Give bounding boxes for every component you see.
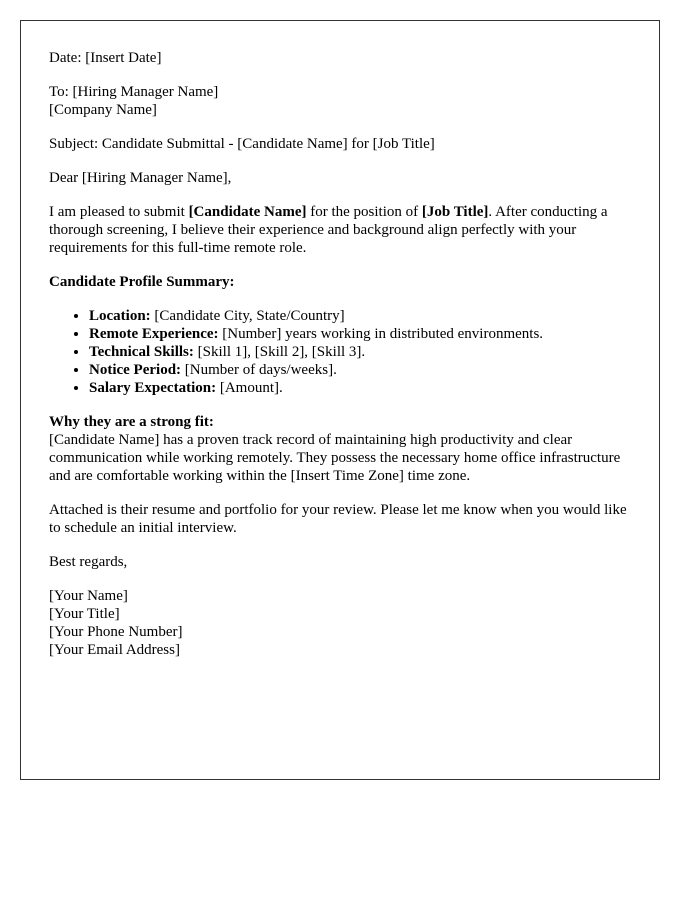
intro-candidate-name: [Candidate Name] xyxy=(188,204,307,220)
profile-item-technical-skills xyxy=(89,343,631,361)
profile-item-salary-expectation xyxy=(89,379,631,397)
profile-label: Remote Experience: xyxy=(89,326,219,342)
profile-item-remote-experience xyxy=(89,325,631,343)
profile-value: [Number] years working in distributed environments. xyxy=(218,326,544,342)
profile-value: [Skill 1], [Skill 2], [Skill 3]. xyxy=(193,344,366,360)
intro-text-3: . After conducting a thorough screening, I believe their experience and background align perfectly with your requirements for this full-time remote role. xyxy=(49,204,608,256)
subject-line: Subject: Candidate Submittal - [Candidate Name] for [Job Title] xyxy=(49,136,435,152)
profile-label: Salary Expectation: xyxy=(89,380,217,396)
profile-value: [Number of days/weeks]. xyxy=(181,362,337,378)
letter-document xyxy=(20,20,660,780)
date-line: Date: [Insert Date] xyxy=(49,50,162,66)
profile-value: [Candidate City, State/Country] xyxy=(150,308,345,324)
salutation: Dear [Hiring Manager Name], xyxy=(49,170,232,186)
fit-section xyxy=(49,413,631,485)
intro-paragraph xyxy=(49,203,631,257)
recipient-block xyxy=(49,83,631,119)
profile-heading xyxy=(49,273,631,291)
profile-heading-text: Candidate Profile Summary: xyxy=(49,274,235,290)
signature-title: [Your Title] xyxy=(49,606,120,622)
closing: Best regards, xyxy=(49,554,128,570)
fit-text: [Candidate Name] has a proven track record of maintaining high productivity and clear communication while working remotely. They possess the necessary home office infrastructure and are comfortable working within the [Insert Time Zone] time zone. xyxy=(49,432,621,484)
company-line: [Company Name] xyxy=(49,102,157,118)
profile-label: Notice Period: xyxy=(89,362,182,378)
fit-heading: Why they are a strong fit: xyxy=(49,414,214,430)
signature-email: [Your Email Address] xyxy=(49,642,180,658)
profile-item-notice-period xyxy=(89,361,631,379)
signature-block xyxy=(49,587,631,659)
profile-label: Location: xyxy=(89,308,151,324)
intro-text-1: I am pleased to submit xyxy=(49,204,189,220)
intro-job-title: [Job Title] xyxy=(421,204,489,220)
profile-item-location xyxy=(89,307,631,325)
profile-value: [Amount]. xyxy=(216,380,283,396)
recipient-line: To: [Hiring Manager Name] xyxy=(49,84,219,100)
signature-name: [Your Name] xyxy=(49,588,128,604)
intro-text-2: for the position of xyxy=(306,204,422,220)
profile-list xyxy=(49,307,631,397)
profile-label: Technical Skills: xyxy=(89,344,194,360)
attachment-paragraph: Attached is their resume and portfolio for your review. Please let me know when you would like to schedule an initial interview. xyxy=(49,502,627,536)
signature-phone: [Your Phone Number] xyxy=(49,624,183,640)
